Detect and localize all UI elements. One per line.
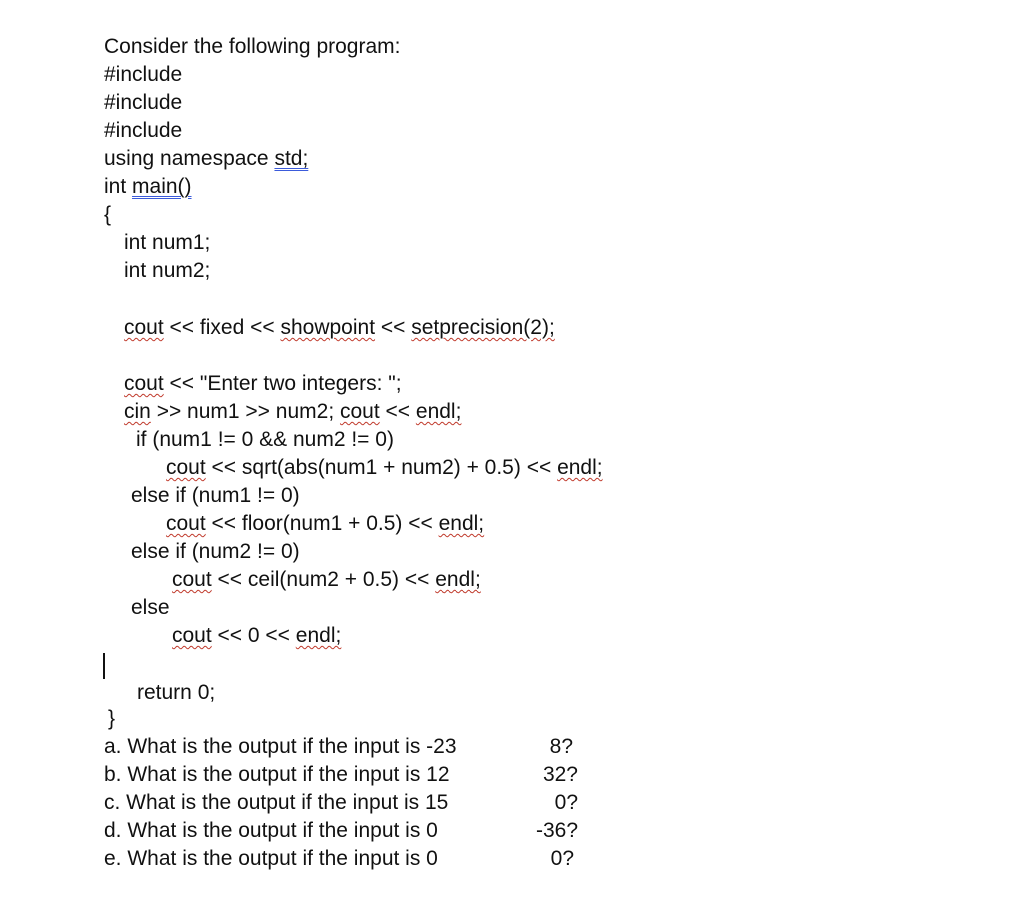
intro-text: Consider the following program: — [104, 35, 401, 58]
question-a: a. What is the output if the input is -23 — [104, 735, 457, 758]
cout-token: cout — [124, 372, 164, 395]
endl-token: endl; — [295, 624, 342, 647]
question-b: b. What is the output if the input is 12 — [104, 763, 450, 786]
cout-token: cout — [124, 316, 164, 339]
endl-token: endl; — [435, 568, 481, 591]
decl-num2: int num2; — [124, 259, 211, 282]
input-part-2: << — [379, 400, 416, 423]
text-cursor[interactable] — [103, 653, 105, 679]
main-prefix: int — [104, 175, 133, 198]
include-line-1: #include — [104, 63, 183, 86]
open-brace: { — [104, 203, 112, 226]
input-part-1: >> num1 >> num2; — [150, 400, 340, 423]
input-line — [124, 400, 461, 424]
question-e: e. What is the output if the input is 0 — [104, 847, 438, 870]
answer-c: 0? — [554, 791, 578, 814]
cout-token: cout — [172, 568, 212, 591]
cout-token: cout — [166, 512, 206, 535]
include-line-2: #include — [104, 91, 183, 114]
output-ceil-rest: << ceil(num2 + 0.5) << — [211, 568, 436, 591]
endl-token: endl; — [438, 512, 485, 535]
output-zero-rest: << 0 << — [211, 624, 296, 647]
answer-a: 8? — [549, 735, 573, 758]
main-signature-line — [104, 175, 192, 199]
answer-e: 0? — [550, 847, 574, 870]
close-brace: } — [108, 707, 116, 730]
decl-num1: int num1; — [124, 231, 211, 254]
question-c: c. What is the output if the input is 15 — [104, 791, 449, 814]
cout-token: cout — [172, 624, 212, 647]
output-floor-rest: << floor(num1 + 0.5) << — [205, 512, 439, 535]
question-d: d. What is the output if the input is 0 — [104, 819, 438, 842]
using-namespace-line — [104, 147, 308, 171]
else-if-num2-line: else if (num2 != 0) — [131, 540, 300, 563]
endl-token: endl; — [557, 456, 603, 479]
output-sqrt-line — [166, 456, 603, 480]
main-token: main() — [132, 175, 192, 198]
format-part-2: << — [375, 316, 412, 339]
output-ceil-line — [172, 568, 481, 592]
cout-token: cout — [166, 456, 206, 479]
cin-token: cin — [124, 400, 151, 423]
prompt-rest: << "Enter two integers: "; — [163, 372, 402, 395]
else-if-num1-line: else if (num1 != 0) — [131, 484, 300, 507]
format-line — [124, 316, 555, 340]
else-line: else — [131, 596, 170, 619]
std-token: std; — [274, 147, 309, 170]
answer-d: -36? — [535, 819, 578, 842]
if-line: if (num1 != 0 && num2 != 0) — [136, 428, 394, 451]
format-part-1: << fixed << — [163, 316, 281, 339]
endl-token: endl; — [415, 400, 462, 423]
include-line-3: #include — [104, 119, 183, 142]
cout-token: cout — [339, 400, 380, 423]
answer-b: 32? — [542, 763, 578, 786]
prompt-line — [124, 372, 402, 396]
output-floor-line — [166, 512, 484, 536]
output-sqrt-rest: << sqrt(abs(num1 + num2) + 0.5) << — [205, 456, 558, 479]
return-line: return 0; — [137, 681, 216, 704]
setprecision-token: setprecision(2); — [411, 316, 555, 339]
output-zero-line — [172, 624, 341, 648]
showpoint-token: showpoint — [280, 316, 376, 339]
using-prefix: using namespace — [104, 147, 275, 170]
